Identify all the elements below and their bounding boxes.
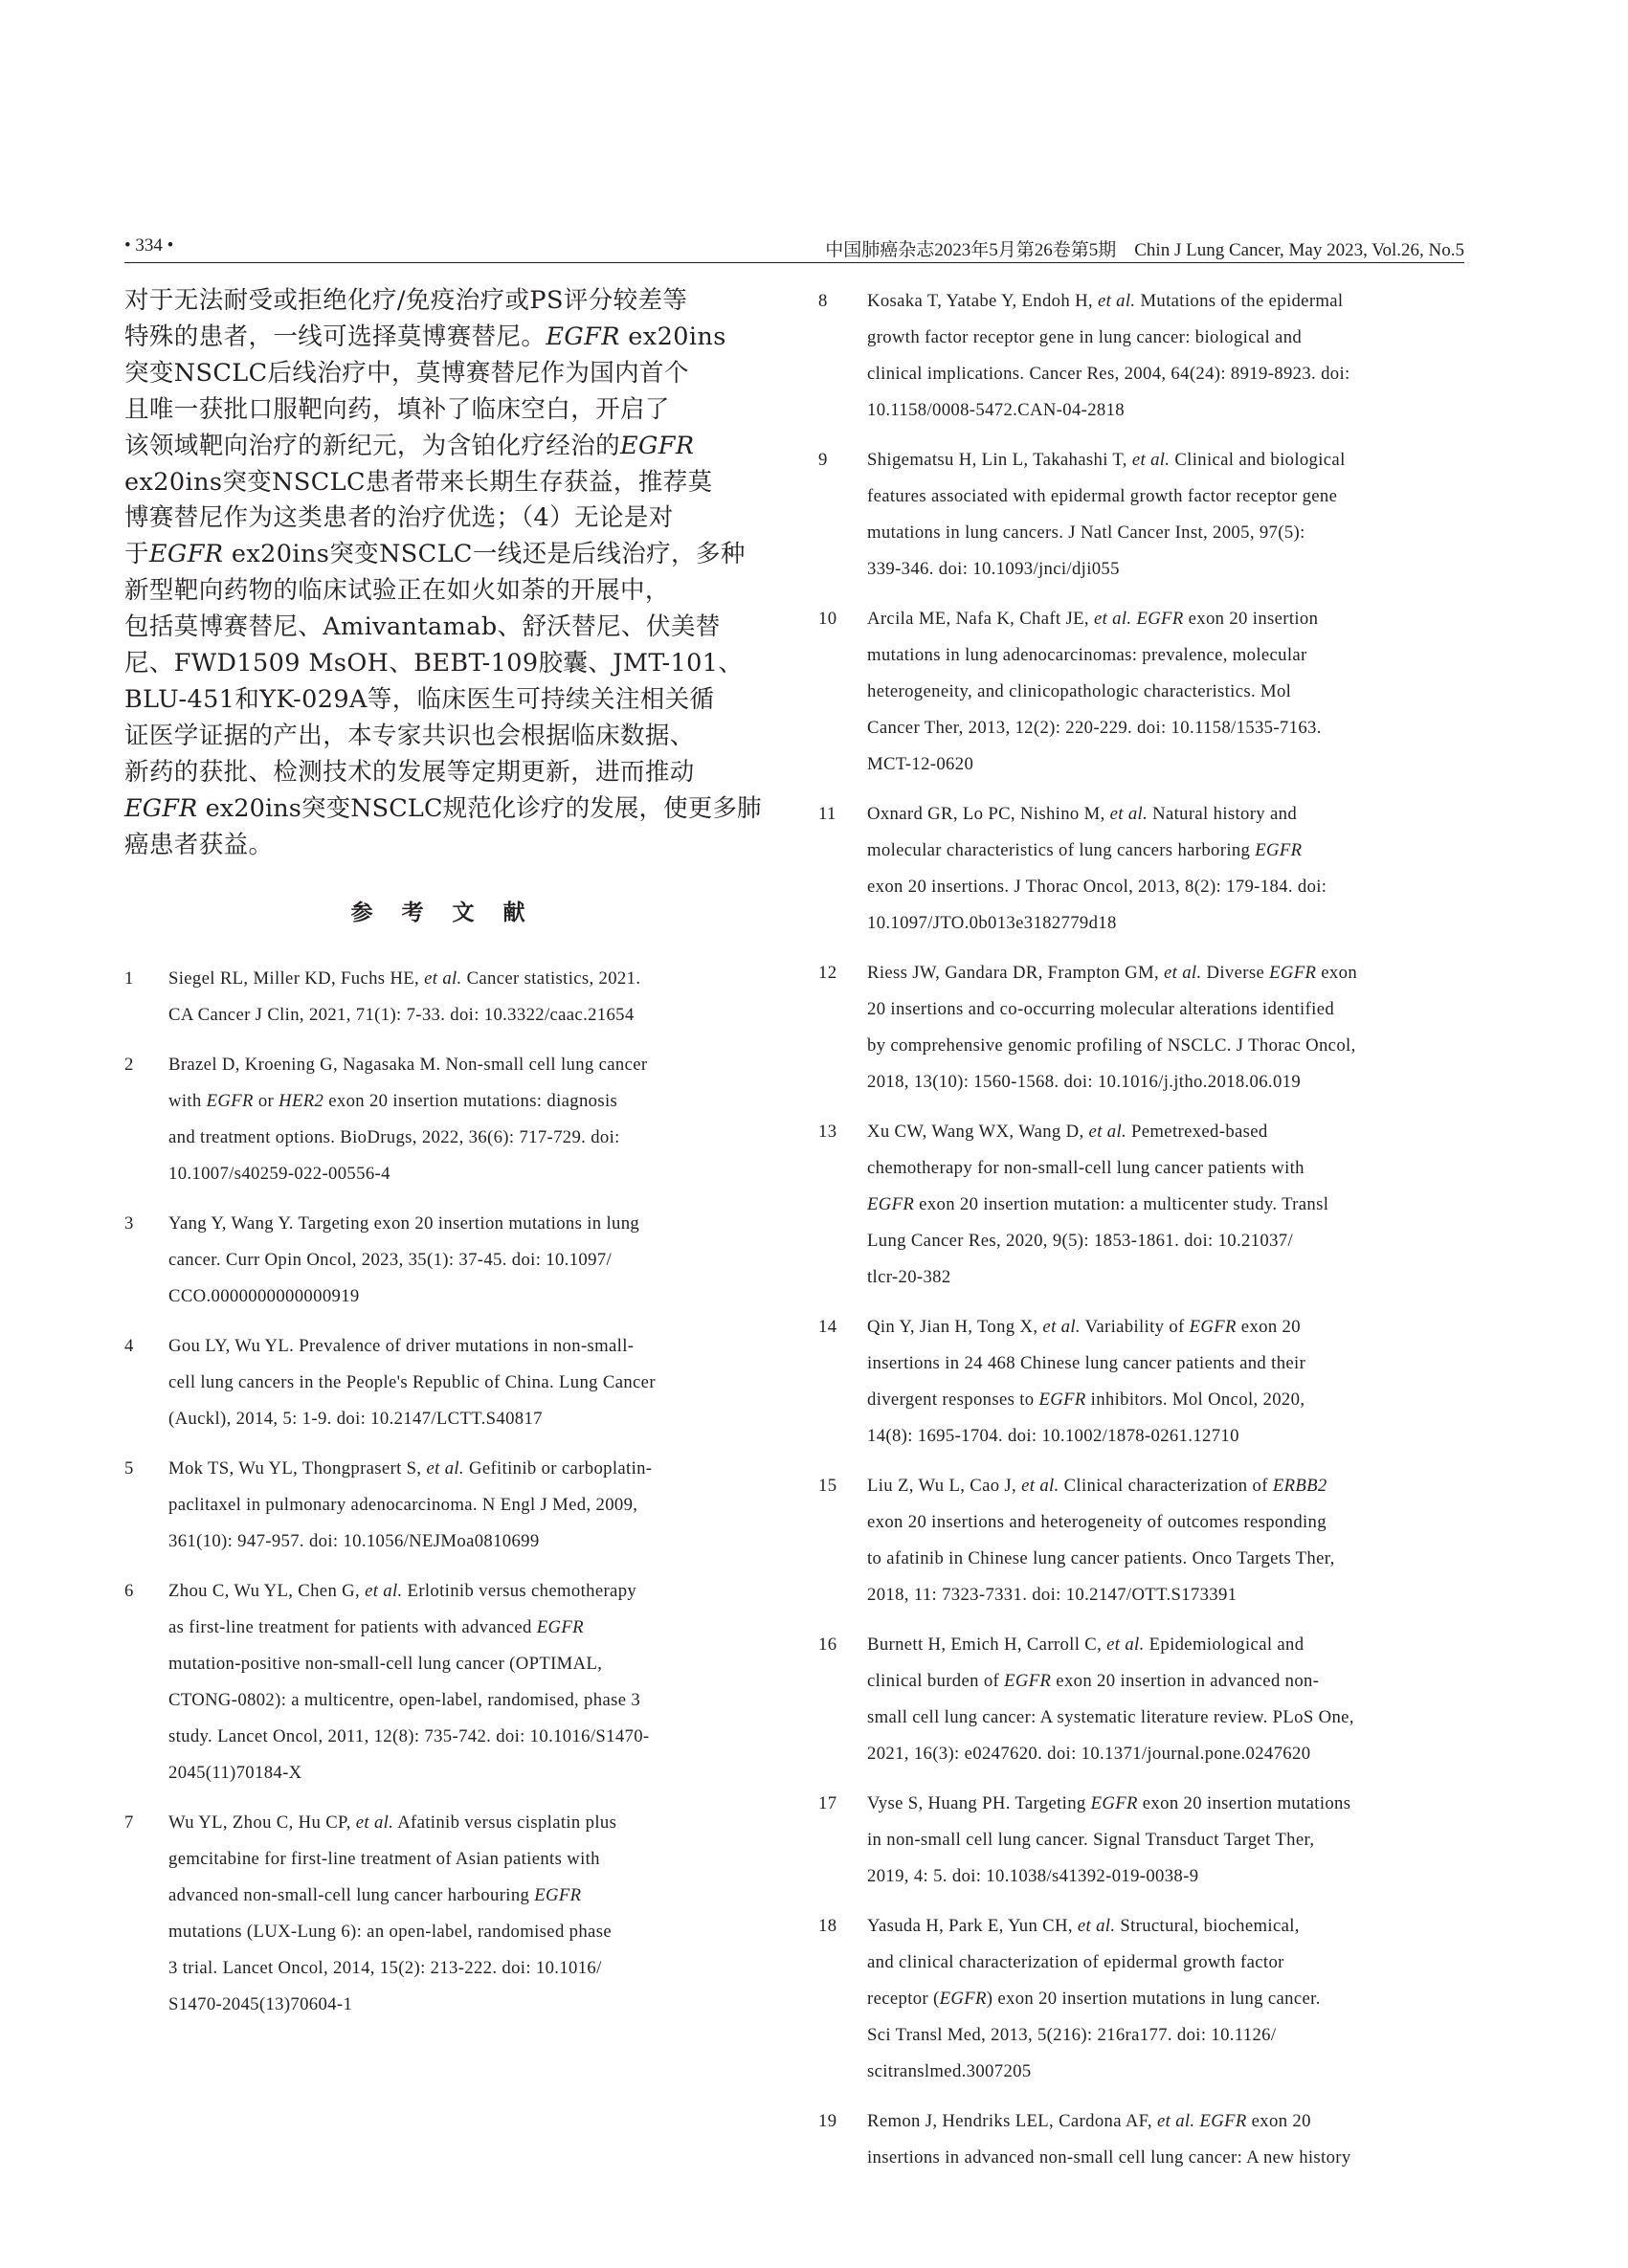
reference-text — [867, 1309, 1464, 1455]
reference-text — [867, 283, 1464, 429]
reference-line: cell lung cancers in the People's Republic of China. Lung Cancer — [168, 1371, 656, 1392]
reference-item — [818, 1786, 1464, 1895]
reference-line: small cell lung cancer: A systematic literature review. PLoS One, — [867, 1707, 1354, 1727]
body-line: ex20ins突变NSCLC患者带来长期生存获益，推荐莫 — [124, 467, 713, 497]
reference-item — [818, 1627, 1464, 1772]
reference-line: MCT-12-0620 — [867, 754, 974, 774]
reference-line: growth factor receptor gene in lung cancer: biological and — [867, 327, 1303, 347]
reference-number: 5 — [124, 1457, 134, 1479]
reference-line: Remon J, Hendriks LEL, Cardona AF, et al. EGFR exon 20 — [867, 2111, 1311, 2131]
reference-line: CCO.0000000000000919 — [168, 1285, 360, 1306]
reference-line: 3 trial. Lancet Oncol, 2014, 15(2): 213-222. doi: 10.1016/ — [168, 1957, 602, 1978]
body-line: 于EGFR ex20ins突变NSCLC一线还是后线治疗，多种 — [124, 540, 746, 569]
reference-line: mutation-positive non-small-cell lung cancer (OPTIMAL, — [168, 1653, 603, 1674]
reference-line: receptor (EGFR) exon 20 insertion mutations in lung cancer. — [867, 1989, 1321, 2009]
body-line: 突变NSCLC后线治疗中，莫博赛替尼作为国内首个 — [124, 358, 689, 388]
reference-line: CTONG-0802): a multicentre, open-label, randomised, phase 3 — [168, 1689, 641, 1710]
reference-text — [867, 1786, 1464, 1895]
reference-line: exon 20 insertions. J Thorac Oncol, 2013, 8(2): 179-184. doi: — [867, 877, 1327, 897]
reference-line: study. Lancet Oncol, 2011, 12(8): 735-742. doi: 10.1016/S1470- — [168, 1725, 650, 1746]
reference-text — [867, 442, 1464, 588]
reference-line: features associated with epidermal growth factor receptor gene — [867, 486, 1338, 506]
reference-line: 10.1158/0008-5472.CAN-04-2818 — [867, 400, 1125, 420]
reference-line: insertions in advanced non-small cell lung cancer: A new history — [867, 2147, 1351, 2168]
reference-line: and treatment options. BioDrugs, 2022, 36(6): 717-729. doi: — [168, 1126, 620, 1147]
reference-line: gemcitabine for first-line treatment of Asian patients with — [168, 1848, 600, 1869]
reference-line: Brazel D, Kroening G, Nagasaka M. Non-small cell lung cancer — [168, 1054, 648, 1075]
reference-line: by comprehensive genomic profiling of NSCLC. J Thorac Oncol, — [867, 1035, 1356, 1056]
reference-number: 2 — [124, 1054, 134, 1075]
reference-line: Sci Transl Med, 2013, 5(216): 216ra177. doi: 10.1126/ — [867, 2025, 1277, 2045]
reference-text — [168, 1805, 762, 2023]
page-number: • 334 • — [124, 235, 174, 256]
body-line: 证医学证据的产出，本专家共识也会根据临床数据、 — [124, 721, 695, 750]
reference-line: in non-small cell lung cancer. Signal Transduct Target Ther, — [867, 1830, 1315, 1850]
reference-line: 14(8): 1695-1704. doi: 10.1002/1878-0261.12710 — [867, 1426, 1239, 1446]
body-line: 特殊的患者，一线可选择莫博赛替尼。EGFR ex20ins — [124, 322, 726, 351]
reference-line: Kosaka T, Yatabe Y, Endoh H, et al. Mutations of the epidermal — [867, 291, 1344, 311]
reference-item — [124, 1328, 762, 1437]
reference-line: Lung Cancer Res, 2020, 9(5): 1853-1861. doi: 10.21037/ — [867, 1231, 1294, 1251]
body-line: 新药的获批、检测技术的发展等定期更新，进而推动 — [124, 757, 695, 787]
reference-line: Oxnard GR, Lo PC, Nishino M, et al. Natural history and — [867, 804, 1298, 824]
reference-line: Gou LY, Wu YL. Prevalence of driver mutations in non-small- — [168, 1335, 635, 1356]
reference-line: divergent responses to EGFR inhibitors. Mol Oncol, 2020, — [867, 1390, 1305, 1410]
reference-item — [124, 961, 762, 1034]
reference-item — [818, 796, 1464, 942]
reference-line: 361(10): 947-957. doi: 10.1056/NEJMoa0810699 — [168, 1530, 540, 1551]
reference-text — [867, 1468, 1464, 1613]
reference-item — [818, 283, 1464, 429]
reference-text — [168, 1047, 762, 1192]
reference-number: 8 — [818, 291, 828, 311]
reference-line: mutations in lung adenocarcinomas: prevalence, molecular — [867, 645, 1307, 665]
reference-line: 2021, 16(3): e0247620. doi: 10.1371/journal.pone.0247620 — [867, 1744, 1311, 1764]
reference-item — [124, 1206, 762, 1315]
reference-number: 10 — [818, 609, 837, 629]
body-line: 癌患者获益。 — [124, 830, 274, 859]
reference-number: 19 — [818, 2111, 837, 2131]
reference-line: mutations (LUX-Lung 6): an open-label, randomised phase — [168, 1921, 612, 1942]
reference-line: Shigematsu H, Lin L, Takahashi T, et al. Clinical and biological — [867, 450, 1346, 470]
reference-line: heterogeneity, and clinicopathologic characteristics. Mol — [867, 681, 1292, 701]
body-line: 该领域靶向治疗的新纪元，为含铂化疗经治的EGFR — [124, 431, 695, 460]
reference-text — [168, 1451, 762, 1560]
reference-line: Riess JW, Gandara DR, Frampton GM, et al. Diverse EGFR exon — [867, 963, 1358, 983]
journal-header: 中国肺癌杂志2023年5月第26卷第5期 Chin J Lung Cancer, May 2023, Vol.26, No.5 — [825, 240, 1464, 260]
reference-line: scitranslmed.3007205 — [867, 2061, 1032, 2081]
reference-line: S1470-2045(13)70604-1 — [168, 1993, 353, 2014]
page-header — [124, 235, 1464, 264]
reference-number: 14 — [818, 1317, 837, 1337]
left-column — [124, 283, 762, 2036]
reference-line: 20 insertions and co-occurring molecular alterations identified — [867, 999, 1335, 1019]
reference-text — [168, 1206, 762, 1315]
reference-line: 2019, 4: 5. doi: 10.1038/s41392-019-0038-9 — [867, 1866, 1199, 1886]
body-line: 对于无法耐受或拒绝化疗/免疫治疗或PS评分较差等 — [124, 286, 688, 315]
reference-text — [867, 1908, 1464, 2090]
reference-text — [168, 1573, 762, 1791]
body-line: EGFR ex20ins突变NSCLC规范化诊疗的发展，使更多肺 — [124, 793, 762, 823]
reference-line: paclitaxel in pulmonary adenocarcinoma. N Engl J Med, 2009, — [168, 1494, 638, 1515]
reference-item — [818, 1114, 1464, 1296]
reference-list-left — [124, 961, 762, 2023]
reference-line: and clinical characterization of epidermal growth factor — [867, 1952, 1284, 1972]
reference-text — [867, 796, 1464, 942]
reference-text — [867, 2103, 1464, 2176]
reference-line: 339-346. doi: 10.1093/jnci/dji055 — [867, 559, 1120, 579]
reference-line: 10.1097/JTO.0b013e3182779d18 — [867, 913, 1117, 933]
body-line: 尼、FWD1509 MsOH、BEBT-109胶囊、JMT-101、 — [124, 649, 744, 678]
reference-text — [168, 961, 762, 1034]
reference-text — [168, 1328, 762, 1437]
body-line: 博赛替尼作为这类患者的治疗优选；（4）无论是对 — [124, 503, 674, 533]
reference-line: Qin Y, Jian H, Tong X, et al. Variability of EGFR exon 20 — [867, 1317, 1301, 1337]
reference-line: cancer. Curr Opin Oncol, 2023, 35(1): 37-45. doi: 10.1097/ — [168, 1249, 613, 1270]
body-line: 包括莫博赛替尼、Amivantamab、舒沃替尼、伏美替 — [124, 612, 721, 642]
body-line: BLU-451和YK-029A等，临床医生可持续关注相关循 — [124, 684, 715, 714]
reference-line: 2018, 11: 7323-7331. doi: 10.2147/OTT.S173391 — [867, 1585, 1238, 1605]
reference-item — [818, 442, 1464, 588]
reference-line: chemotherapy for non-small-cell lung cancer patients with — [867, 1158, 1305, 1178]
reference-line: Vyse S, Huang PH. Targeting EGFR exon 20 insertion mutations — [867, 1793, 1351, 1813]
reference-line: Mok TS, Wu YL, Thongprasert S, et al. Gefitinib or carboplatin- — [168, 1457, 653, 1479]
reference-number: 18 — [818, 1916, 837, 1936]
reference-number: 3 — [124, 1212, 134, 1234]
reference-number: 15 — [818, 1476, 837, 1496]
reference-number: 12 — [818, 963, 837, 983]
reference-text — [867, 1627, 1464, 1772]
reference-number: 11 — [818, 804, 836, 824]
reference-line: Yasuda H, Park E, Yun CH, et al. Structural, biochemical, — [867, 1916, 1300, 1936]
reference-line: with EGFR or HER2 exon 20 insertion mutations: diagnosis — [168, 1090, 618, 1111]
reference-line: as first-line treatment for patients with advanced EGFR — [168, 1616, 584, 1637]
reference-line: clinical implications. Cancer Res, 2004, 64(24): 8919-8923. doi: — [867, 364, 1350, 384]
reference-item — [124, 1047, 762, 1192]
reference-text — [867, 601, 1464, 783]
right-column — [818, 283, 1464, 2190]
body-line: 且唯一获批口服靶向药，填补了临床空白，开启了 — [124, 394, 670, 424]
reference-number: 6 — [124, 1580, 134, 1601]
references-heading: 参 考 文 献 — [350, 899, 536, 925]
reference-line: exon 20 insertions and heterogeneity of outcomes responding — [867, 1512, 1327, 1532]
reference-number: 13 — [818, 1122, 837, 1142]
reference-line: (Auckl), 2014, 5: 1-9. doi: 10.2147/LCTT.S40817 — [168, 1408, 543, 1429]
reference-item — [818, 1309, 1464, 1455]
reference-number: 9 — [818, 450, 828, 470]
reference-line: insertions in 24 468 Chinese lung cancer patients and their — [867, 1353, 1306, 1373]
reference-line: Zhou C, Wu YL, Chen G, et al. Erlotinib versus chemotherapy — [168, 1580, 637, 1601]
body-paragraph — [124, 283, 762, 864]
reference-line: clinical burden of EGFR exon 20 insertion in advanced non- — [867, 1671, 1320, 1691]
reference-item — [818, 1908, 1464, 2090]
reference-line: mutations in lung cancers. J Natl Cancer Inst, 2005, 97(5): — [867, 523, 1305, 543]
reference-number: 4 — [124, 1335, 134, 1356]
reference-item — [124, 1573, 762, 1791]
body-line: 新型靶向药物的临床试验正在如火如荼的开展中， — [124, 576, 670, 606]
reference-number: 16 — [818, 1634, 837, 1655]
reference-item — [124, 1451, 762, 1560]
reference-item — [818, 1468, 1464, 1613]
reference-text — [867, 955, 1464, 1101]
reference-line: 10.1007/s40259-022-00556-4 — [168, 1163, 390, 1184]
reference-item — [818, 955, 1464, 1101]
reference-line: Yang Y, Wang Y. Targeting exon 20 insertion mutations in lung — [168, 1212, 640, 1234]
reference-line: Siegel RL, Miller KD, Fuchs HE, et al. Cancer statistics, 2021. — [168, 967, 641, 989]
reference-line: 2018, 13(10): 1560-1568. doi: 10.1016/j.jtho.2018.06.019 — [867, 1072, 1302, 1092]
reference-line: molecular characteristics of lung cancers harboring EGFR — [867, 840, 1303, 860]
reference-line: CA Cancer J Clin, 2021, 71(1): 7-33. doi: 10.3322/caac.21654 — [168, 1004, 635, 1025]
reference-line: Cancer Ther, 2013, 12(2): 220-229. doi: 10.1158/1535-7163. — [867, 718, 1322, 738]
reference-number: 7 — [124, 1812, 134, 1833]
reference-line: Burnett H, Emich H, Carroll C, et al. Epidemiological and — [867, 1634, 1305, 1655]
reference-line: advanced non-small-cell lung cancer harbouring EGFR — [168, 1884, 582, 1905]
reference-item — [818, 601, 1464, 783]
reference-line: to afatinib in Chinese lung cancer patients. Onco Targets Ther, — [867, 1548, 1335, 1568]
header-rule — [124, 262, 1464, 263]
reference-text — [867, 1114, 1464, 1296]
reference-item — [818, 2103, 1464, 2176]
reference-line: EGFR exon 20 insertion mutation: a multicenter study. Transl — [867, 1194, 1329, 1214]
reference-line: 2045(11)70184-X — [168, 1762, 302, 1783]
reference-line: Liu Z, Wu L, Cao J, et al. Clinical characterization of ERBB2 — [867, 1476, 1327, 1496]
reference-item — [124, 1805, 762, 2023]
reference-line: Xu CW, Wang WX, Wang D, et al. Pemetrexed-based — [867, 1122, 1268, 1142]
reference-line: Arcila ME, Nafa K, Chaft JE, et al. EGFR exon 20 insertion — [867, 609, 1319, 629]
reference-line: tlcr-20-382 — [867, 1267, 951, 1287]
reference-line: Wu YL, Zhou C, Hu CP, et al. Afatinib versus cisplatin plus — [168, 1812, 617, 1833]
reference-number: 17 — [818, 1793, 837, 1813]
reference-list-right — [818, 283, 1464, 2176]
reference-number: 1 — [124, 967, 134, 989]
